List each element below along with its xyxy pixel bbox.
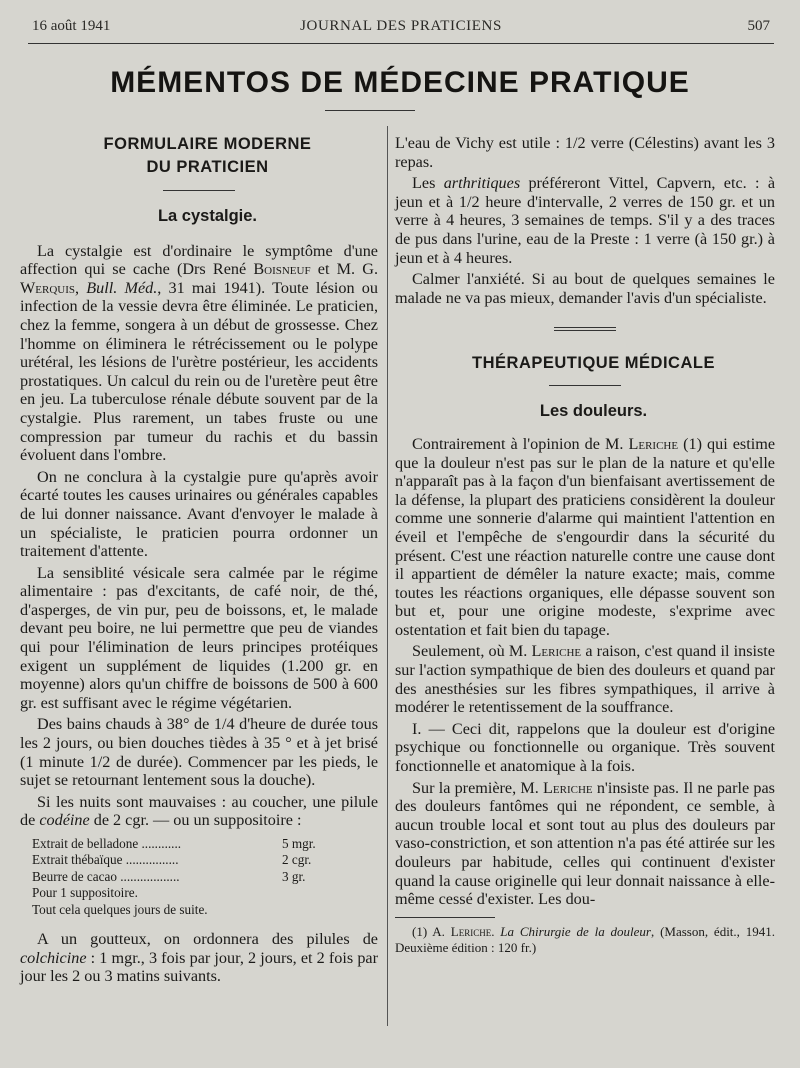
subtitle-cystalgie: La cystalgie. (157, 207, 258, 225)
author-name: Werquis (20, 278, 76, 297)
author-name: Leriche (450, 923, 492, 939)
author-name: Leriche (628, 434, 679, 453)
paragraph-douleur-fantome: Sur la première, M. Leriche n'insiste pas. Il ne parle pas des douleurs fantômes qui ne répondent, ce semble, à aucun trouble local et sont tout au plus des douleurs par vaso-constriction, et son attention n'a pas été attirée sur les douleurs par habitude, celles qui continuent d'exister quand la cause originelle qui leur donnait naissance à elle-même cessé d'exister. Les dou- (395, 778, 775, 909)
paragraph-diagnosis: On ne conclura à la cystalgie pure qu'après avoir écarté toutes les causes urinaires ou générales capables de lui donner naissance. Avant d'envoyer le malade à un spécialiste, le praticien pourra ordonner un traitement d'attente. (20, 467, 378, 561)
paragraph-vichy: L'eau de Vichy est utile : 1/2 verre (Célestins) avant les 3 repas. (395, 134, 775, 171)
author-name: Leriche (531, 642, 582, 661)
section-title-therapeutique: THÉRAPEUTIQUE MÉDICALE (472, 354, 715, 373)
section-title-formulaire-line2: DU PRATICIEN (146, 158, 269, 176)
author-name: Leriche (543, 778, 593, 797)
footnote-separator (395, 917, 495, 918)
book-title: La Chirurgie de la douleur (500, 923, 651, 939)
prescription-note: Pour 1 suppositoire. (32, 885, 138, 901)
subtitle-douleurs: Les douleurs. (539, 402, 648, 421)
running-header (32, 18, 770, 42)
prescription-row: Extrait thébaïque ................ 2 cgr. (32, 852, 312, 868)
section-rule (163, 190, 235, 191)
header-date: 16 août 1941 (32, 18, 111, 34)
paragraph-gout: A un goutteux, on ordonnera des pilules de colchicine : 1 mgr., 3 fois par jour, 2 jours, et 2 fois par jour les 2 ou 3 matins suivants. (20, 930, 378, 986)
emphasis-term: arthritiques (443, 174, 521, 193)
page-title: MÉMENTOS DE MÉDECINE PRATIQUE (110, 66, 690, 99)
paragraph-cystalgie-intro: La cystalgie est d'ordinaire le symptôme d'une affection qui se cache (Drs René Boisneuf et M. G. Werquis, Bull. Méd., 31 mai 1941). Toute lésion ou infection de la vessie devra être éliminée. Le praticien, chez la femme, songera à un début de grossesse. Chez l'homme on éliminera le rétrécissement ou le polype urétéral, les lésions de l'urètre postérieur, les accidents prostatiques. Un calcul du rein ou de l'uretère peut être en jeu. La tuberculose rénale débute souvent par de la cystalgie. Plus rarement, un tabes fruste ou une compression par tumeur du rachis et du bassin évoluent dans l'ombre. (20, 241, 378, 465)
section-title-formulaire-line1: FORMULAIRE MODERNE (103, 135, 312, 153)
right-column (395, 134, 775, 959)
paragraph-douleur-sympathique: Seulement, où M. Leriche a raison, c'est quand il insiste sur l'action sympathique de bien des douleurs et quand par des anesthésies sur les fibres sympathiques, il arrive à modérer le retentissement de la souffrance. (395, 642, 775, 717)
paragraph-arthritics: Les arthritiques préféreront Vittel, Capvern, etc. : à jeun et à 1/2 heure d'intervalle, 2 verres de 150 gr. et un verre à 4 heures, 3 semaines de temps. S'il y a des traces de pus dans l'urine, eau de la Preste : 1 verre (à 150 gr.) à jeun et à 4 heures. (395, 174, 775, 267)
footnote: (1) A. Leriche. La Chirurgie de la douleur, (Masson, édit., 1941. Deuxième édition : 120 fr.) (395, 923, 775, 955)
section-rule (549, 385, 621, 386)
left-column (20, 134, 378, 989)
paragraph-douleur-origine: I. — Ceci dit, rappelons que la douleur est d'origine psychique ou fonctionnelle ou organique. Très souvent fonctionnelle et anatomique à la fois. (395, 719, 775, 776)
column-separator (387, 126, 388, 1026)
paragraph-diet: La sensiblité vésicale sera calmée par le régime alimentaire : pas d'excitants, de café noir, de thé, d'asperges, de vin pur, peu de boissons, et, le malade devant peu boire, ne lui permettre que peu de viandes qui pour l'élimination de leurs principes protéiques exigent un supplément de liquides (1.200 gr. en moyenne) alors qu'un chiffre de boissons de 500 à 600 gr. est suffisant avec le régime végétarien. (20, 563, 378, 712)
prescription-note: Tout cela quelques jours de suite. (32, 901, 208, 917)
prescription-row: Extrait de belladone ............ 5 mgr. (32, 836, 316, 851)
paragraph-anxiety: Calmer l'anxiété. Si au bout de quelques semaines le malade ne va pas mieux, demander l'avis d'un spécialiste. (395, 270, 775, 307)
prescription-block (32, 836, 378, 918)
header-journal-name: JOURNAL DES PRATICIENS (300, 18, 502, 34)
title-rule (325, 110, 415, 111)
drug-name: colchicine (20, 948, 87, 967)
journal-citation: Bull. Méd. (86, 278, 158, 297)
section-double-rule (554, 327, 616, 331)
paragraph-nights: Si les nuits sont mauvaises : au coucher, une pilule de codéine de 2 cgr. — ou un suppositoire : (20, 792, 378, 830)
header-page-number: 507 (747, 18, 770, 34)
header-rule (28, 43, 774, 44)
paragraph-baths: Des bains chauds à 38° de 1/4 d'heure de durée tous les 2 jours, ou bien douches tièdes à 35 ° et à jet brisé (1 minute 1/2 de durée). Commencer par les pieds, le sujet se retournant lentement sous la douche). (20, 715, 378, 790)
prescription-row: Beurre de cacao .................. 3 gr. (32, 868, 306, 884)
drug-name: codéine (39, 811, 90, 830)
paragraph-douleur-opinion: Contrairement à l'opinion de M. Leriche (1) qui estime que la douleur n'est pas sur le plan de la nature et qu'elle n'apparaît pas à la façon d'un bienfaisant avertissement de la défense, la plupart des praticiens considèrent la douleur comme une sonnerie d'alarme qui maintient l'attention en éveil et l'empêche de s'engourdir dans la sécurité du présent. C'est une réaction naturelle contre une cause dont il appartient de démêler la nature exacte; mais, comme toutes les réactions organiques, elle dépasse souvent son but et, pour une origine modeste, s'exprime avec ostentation et fait bien du tapage. (395, 434, 775, 639)
author-name: Boisneuf (253, 260, 311, 279)
